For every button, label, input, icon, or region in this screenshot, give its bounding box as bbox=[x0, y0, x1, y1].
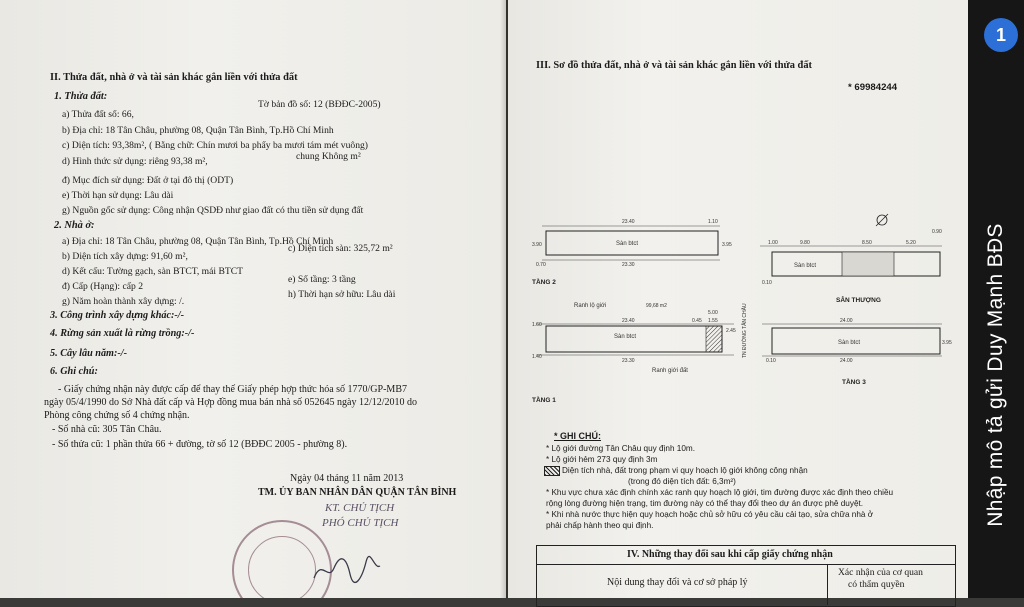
floor-1-label: TẦNG 1 bbox=[532, 397, 556, 404]
land-heading: 1. Thửa đất: bbox=[54, 91, 108, 102]
section-2-title: II. Thửa đất, nhà ở và tài sản khác gắn liền với thửa đất bbox=[50, 72, 298, 83]
item-5: 5. Cây lâu năm:-/- bbox=[50, 348, 127, 359]
dim-label: 23.30 bbox=[622, 262, 635, 268]
note-item: * Lộ giới hẻm 273 quy định 3m bbox=[546, 455, 658, 464]
note-line-5: - Số thửa cũ: 1 phần thửa 66 + đường, tờ số 12 (BĐĐC 2005 - phường 8). bbox=[52, 439, 348, 450]
note-item: Diện tích nhà, đất trong phạm vi quy hoạch lộ giới không công nhận bbox=[562, 466, 808, 475]
dim-label: 3.95 bbox=[722, 242, 732, 248]
dim-label: 0.70 bbox=[536, 262, 546, 268]
roof-terrace-label: SÂN THƯỢNG bbox=[836, 297, 881, 304]
house-floor-area: c) Diện tích sàn: 325,72 m² bbox=[288, 243, 393, 254]
section-3-title: III. Sơ đồ thửa đất, nhà ở và tài sản khác gắn liền với thửa đất bbox=[536, 60, 812, 71]
dim-label: 3.90 bbox=[532, 242, 542, 248]
dim-label: 0.10 bbox=[766, 358, 776, 364]
land-boundary-label: Ranh giới đất bbox=[652, 368, 688, 374]
item-3: 3. Công trình xây dựng khác:-/- bbox=[50, 310, 185, 321]
slab-label: Sàn btct bbox=[616, 241, 639, 247]
slab-label: Sàn btct bbox=[838, 340, 861, 346]
plan-floor-3 bbox=[762, 318, 952, 386]
house-year: g) Năm hoàn thành xây dựng: /. bbox=[62, 296, 185, 307]
changes-content-header: Nội dung thay đổi và cơ sở pháp lý bbox=[607, 577, 748, 588]
dim-label: 23.40 bbox=[622, 318, 635, 324]
dim-label: 23.30 bbox=[622, 358, 635, 364]
dim-label: 1.10 bbox=[708, 219, 718, 225]
land-use-form: d) Hình thức sử dụng: riêng 93,38 m², bbox=[62, 156, 208, 167]
dim-label: 9.80 bbox=[800, 240, 810, 246]
house-floors: e) Số tầng: 3 tầng bbox=[288, 274, 356, 285]
notes-heading: * GHI CHÚ: bbox=[554, 431, 601, 441]
dim-label: 0.10 bbox=[762, 280, 772, 286]
dim-label: 0.90 bbox=[932, 229, 942, 235]
signer-role: PHÓ CHỦ TỊCH bbox=[322, 517, 399, 529]
land-area: c) Diện tích: 93,38m², ( Bằng chữ: Chín mươi ba phẩy ba mươi tám mét vuông) bbox=[62, 140, 368, 151]
land-origin: g) Nguồn gốc sử dụng: Công nhận QSDĐ như giao đất có thu tiền sử dụng đất bbox=[62, 205, 364, 216]
signature bbox=[312, 548, 382, 588]
note-line-4: - Số nhà cũ: 305 Tân Châu. bbox=[52, 424, 162, 435]
issue-date: Ngày 04 tháng 11 năm 2013 bbox=[290, 473, 404, 484]
note-item: rộng lòng đường hiện trạng, tim đường này có thể thay đổi theo dự án được phê duyệt. bbox=[546, 499, 864, 508]
note-line-1: - Giấy chứng nhận này được cấp để thay thế Giấy phép hợp thức hóa số 1770/GP-MB7 bbox=[58, 384, 407, 395]
house-grade: đ) Cấp (Hạng): cấp 2 bbox=[62, 281, 143, 292]
plan-floor-2 bbox=[532, 219, 732, 286]
street-label: TN ĐƯỜNG TÂN CHÂU bbox=[742, 303, 748, 358]
note-item: phải chấp hành theo qui định. bbox=[546, 521, 654, 530]
slab-label: Sàn btct bbox=[614, 334, 637, 340]
changes-table-header bbox=[537, 546, 955, 565]
land-parcel-number: a) Thửa đất số: 66, bbox=[62, 109, 134, 120]
plan-roof-terrace bbox=[760, 214, 942, 304]
dim-label: 1.00 bbox=[768, 240, 778, 246]
plan-floor-1 bbox=[532, 303, 736, 404]
road-boundary-label: Ranh lộ giới bbox=[574, 303, 607, 309]
dim-label: 8.50 bbox=[862, 240, 872, 246]
changes-authority-column bbox=[828, 565, 955, 605]
land-map-sheet: Tờ bản đồ số: 12 (BĐĐC-2005) bbox=[258, 99, 381, 110]
left-page bbox=[0, 0, 506, 598]
dim-label: 2.45 bbox=[726, 328, 736, 334]
notification-badge[interactable]: 1 bbox=[984, 18, 1018, 52]
dim-label: 5.20 bbox=[906, 240, 916, 246]
dim-label: 5.00 bbox=[708, 310, 718, 316]
hatch-legend-icon bbox=[544, 466, 560, 476]
dim-label: 1.55 bbox=[708, 318, 718, 324]
authority-header-line-1: Xác nhận của cơ quan bbox=[838, 567, 923, 578]
house-ownership-term: h) Thời hạn sở hữu: Lâu dài bbox=[288, 289, 396, 300]
house-build-area: b) Diện tích xây dựng: 91,60 m², bbox=[62, 251, 188, 262]
house-heading: 2. Nhà ở: bbox=[54, 220, 95, 231]
floor-3-label: TẦNG 3 bbox=[842, 379, 866, 386]
dim-label: 24.00 bbox=[840, 318, 853, 324]
land-common-use: chung Không m² bbox=[296, 151, 361, 162]
changes-content-column bbox=[537, 565, 828, 605]
note-item: * Khi nhà nước thực hiện quy hoạch hoặc chủ sở hữu có yêu cầu cải tạo, sửa chữa nhà ở bbox=[546, 510, 874, 519]
slab-label: Sàn btct bbox=[794, 263, 817, 269]
signer-kt: KT. CHỦ TỊCH bbox=[325, 502, 395, 514]
serial-number: * 69984244 bbox=[848, 82, 898, 93]
land-address: b) Địa chỉ: 18 Tân Châu, phường 08, Quận Tân Bình, Tp.Hồ Chí Minh bbox=[62, 125, 334, 136]
section-4-title: IV. Những thay đổi sau khi cấp giấy chứng nhận bbox=[627, 549, 833, 560]
land-term: e) Thời hạn sử dụng: Lâu dài bbox=[62, 190, 174, 201]
house-structure: d) Kết cấu: Tường gạch, sàn BTCT, mái BTCT bbox=[62, 266, 243, 277]
note-item: * Khu vực chưa xác định chính xác ranh quy hoạch lộ giới, tim đường được xác định theo chiều bbox=[546, 488, 894, 497]
watermark-caption bbox=[968, 170, 1024, 580]
dim-label: 0.45 bbox=[692, 318, 702, 324]
note-line-2: ngày 05/4/1990 do Sở Nhà đất cấp và Hợp đồng mua bán nhà số 052645 ngày 12/12/2010 do bbox=[44, 397, 418, 408]
dim-label: 24.00 bbox=[840, 358, 853, 364]
dim-label: 1.40 bbox=[532, 354, 542, 360]
land-purpose: đ) Mục đích sử dụng: Đất ở tại đô thị (ODT) bbox=[62, 175, 234, 186]
item-4: 4. Rừng sản xuất là rừng trồng:-/- bbox=[50, 328, 195, 339]
item-6: 6. Ghi chú: bbox=[50, 366, 98, 377]
authority-header-line-2: có thẩm quyền bbox=[848, 579, 905, 590]
house-address: a) Địa chỉ: 18 Tân Châu, phường 08, Quận Tân Bình, Tp.Hồ Chí Minh bbox=[62, 236, 334, 247]
note-item: * Lộ giới đường Tân Châu quy định 10m. bbox=[546, 444, 695, 453]
site-plan-drawing bbox=[522, 212, 958, 418]
note-line-3: Phòng công chứng số 4 chứng nhận. bbox=[44, 410, 190, 421]
right-page bbox=[508, 0, 968, 598]
watermark-caption-text: Nhập mô tả gửi Duy Mạnh BĐS bbox=[984, 223, 1007, 527]
dim-label: 23.40 bbox=[622, 219, 635, 225]
dim-label: 1.60 bbox=[532, 322, 542, 328]
area-note: 99,68 m2 bbox=[646, 303, 667, 309]
dim-label: 3.95 bbox=[942, 340, 952, 346]
signer-organization: TM. ỦY BAN NHÂN DÂN QUẬN TÂN BÌNH bbox=[258, 487, 457, 498]
floor-2-label: TẦNG 2 bbox=[532, 279, 556, 286]
note-item: (trong đó diện tích đất: 6,3m²) bbox=[628, 477, 736, 486]
